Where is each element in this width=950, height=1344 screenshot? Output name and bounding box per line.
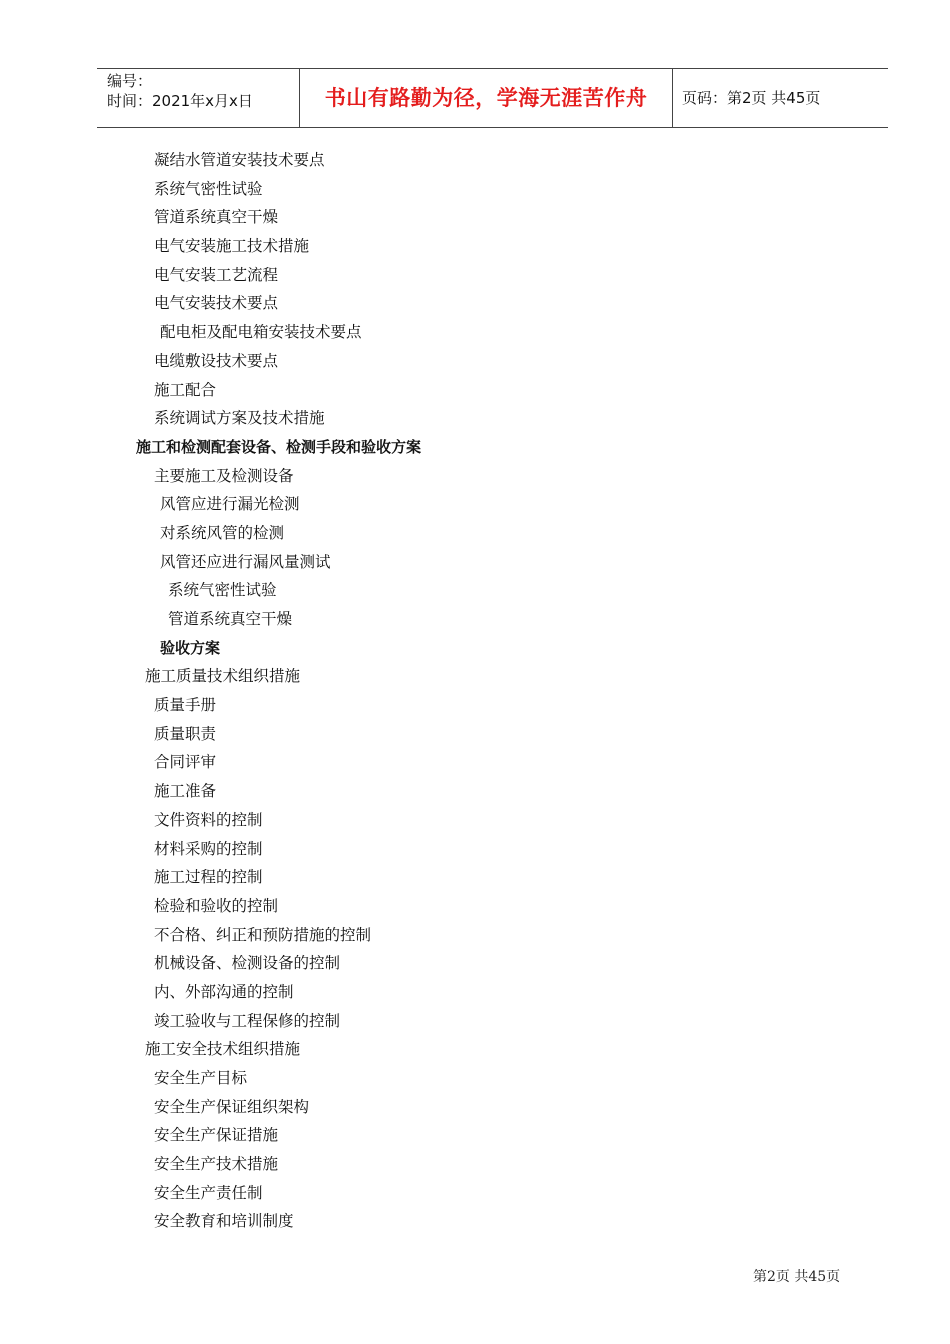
toc-entry: 质量职责 (154, 724, 217, 743)
toc-entry: 安全生产保证措施 (154, 1126, 279, 1145)
toc-entry: 验收方案 (160, 638, 221, 657)
toc-entry: 施工过程的控制 (154, 868, 263, 887)
page-header (97, 68, 888, 128)
toc-entry: 凝结水管道安装技术要点 (154, 151, 325, 169)
toc-entry: 系统气密性试验 (168, 581, 277, 600)
toc-entry: 施工配合 (154, 380, 217, 399)
toc-entry: 电缆敷设技术要点 (154, 351, 279, 370)
toc-entry: 内、外部沟通的控制 (154, 982, 294, 1001)
toc-entry: 施工准备 (154, 782, 217, 801)
table-of-contents (0, 146, 950, 1236)
toc-entry: 安全生产保证组织架构 (154, 1097, 310, 1116)
toc-entry: 机械设备、检测设备的控制 (154, 954, 341, 973)
toc-entry: 电气安装技术要点 (154, 294, 279, 313)
toc-entry: 质量手册 (154, 696, 217, 715)
toc-entry: 管道系统真空干燥 (154, 208, 279, 227)
toc-entry: 风管还应进行漏风量测试 (160, 552, 331, 571)
toc-entry: 主要施工及检测设备 (154, 466, 294, 485)
toc-entry: 安全教育和培训制度 (154, 1212, 294, 1231)
toc-entry: 安全生产目标 (154, 1069, 248, 1087)
header-meta (107, 71, 253, 111)
toc-entry: 文件资料的控制 (154, 810, 263, 829)
toc-entry: 安全生产责任制 (154, 1183, 263, 1202)
toc-entry: 施工安全技术组织措施 (145, 1040, 301, 1059)
header-divider (672, 69, 673, 128)
toc-entry: 不合格、纠正和预防措施的控制 (154, 925, 372, 944)
header-motto: 书山有路勤为径，学海无涯苦作舟 (324, 86, 648, 110)
toc-entry: 管道系统真空干燥 (168, 610, 293, 628)
number-label: 编号： (107, 72, 153, 90)
header-page-info: 页码：第2页 共45页 (682, 89, 821, 107)
toc-entry: 竣工验收与工程保修的控制 (154, 1011, 341, 1030)
time-label: 时间：2021年x月x日 (107, 92, 253, 110)
toc-entry: 施工和检测配套设备、检测手段和验收方案 (136, 437, 422, 456)
toc-entry: 安全生产技术措施 (154, 1155, 279, 1174)
toc-entry: 材料采购的控制 (154, 839, 263, 858)
toc-entry: 风管应进行漏光检测 (160, 495, 300, 514)
toc-entry: 电气安装施工技术措施 (154, 237, 310, 256)
toc-entry: 检验和验收的控制 (154, 896, 279, 915)
toc-entry: 施工质量技术组织措施 (145, 667, 301, 686)
toc-entry: 系统气密性试验 (154, 179, 263, 198)
toc-entry: 配电柜及配电箱安装技术要点 (160, 323, 362, 342)
toc-entry: 系统调试方案及技术措施 (154, 409, 325, 428)
toc-entry: 合同评审 (154, 753, 217, 772)
toc-entry: 对系统风管的检测 (160, 523, 285, 542)
toc-entry: 电气安装工艺流程 (154, 265, 279, 284)
page-footer: 第2页 共45页 (753, 1269, 841, 1285)
